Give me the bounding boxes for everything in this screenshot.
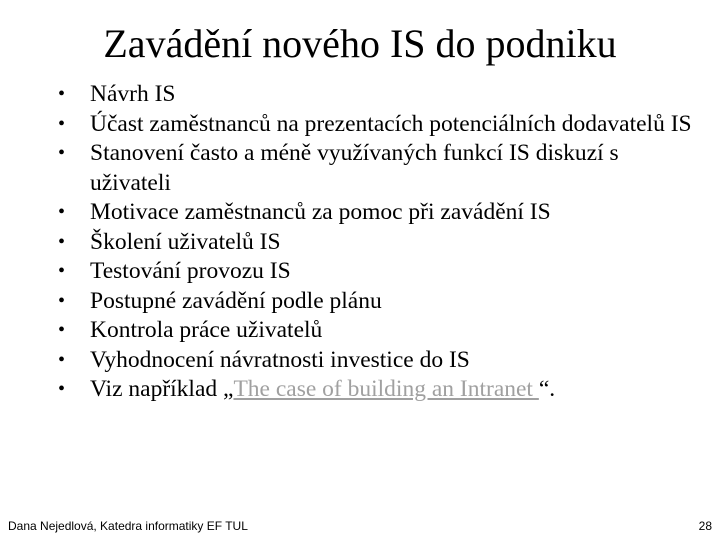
bullet-text: Vyhodnocení návratnosti investice do IS xyxy=(90,346,470,373)
bullet-text: Školení uživatelů IS xyxy=(90,228,281,255)
bullet-item xyxy=(56,257,696,287)
slide-title: Zavádění nového IS do podniku xyxy=(103,21,617,66)
intranet-case-link[interactable]: The case of building an Intranet xyxy=(233,376,539,402)
bullet-item xyxy=(56,198,696,228)
bullet-text-suffix: “. xyxy=(538,376,556,402)
bullet-item xyxy=(56,139,696,198)
bullet-icon: • xyxy=(58,201,66,223)
bullet-text: Testování provozu IS xyxy=(90,258,291,284)
bullet-item xyxy=(56,375,696,405)
bullet-icon: • xyxy=(58,230,66,253)
bullet-icon: • xyxy=(58,260,66,282)
bullet-icon: • xyxy=(58,142,66,164)
bullet-icon: • xyxy=(58,112,66,135)
bullet-item xyxy=(56,80,696,110)
bullet-item xyxy=(56,228,696,258)
bullet-text: Návrh IS xyxy=(90,81,176,107)
bullet-item xyxy=(56,110,696,140)
bullet-text: Účast zaměstnanců na prezentacích potenciálních dodavatelů IS xyxy=(90,110,692,137)
bullet-text: Stanovení často a méně využívaných funkcí IS diskuzí s uživateli xyxy=(90,140,619,196)
bullet-icon: • xyxy=(58,319,66,341)
footer-author: Dana Nejedlová, Katedra informatiky EF TUL xyxy=(8,519,248,533)
bullet-icon: • xyxy=(58,378,66,400)
bullet-text: Postupné zavádění podle plánu xyxy=(90,287,382,314)
bullet-text: Motivace zaměstnanců za pomoc při zavádění IS xyxy=(90,199,551,225)
bullet-item xyxy=(56,316,696,346)
bullet-item xyxy=(56,287,696,317)
bullet-icon: • xyxy=(58,83,66,105)
bullet-item xyxy=(56,346,696,376)
page-number: 28 xyxy=(698,519,712,533)
bullet-icon: • xyxy=(58,289,66,312)
bullet-text-prefix: Viz například „ xyxy=(90,376,234,402)
bullet-list xyxy=(56,80,696,405)
bullet-text: Kontrola práce uživatelů xyxy=(90,317,323,343)
bullet-icon: • xyxy=(58,348,66,371)
